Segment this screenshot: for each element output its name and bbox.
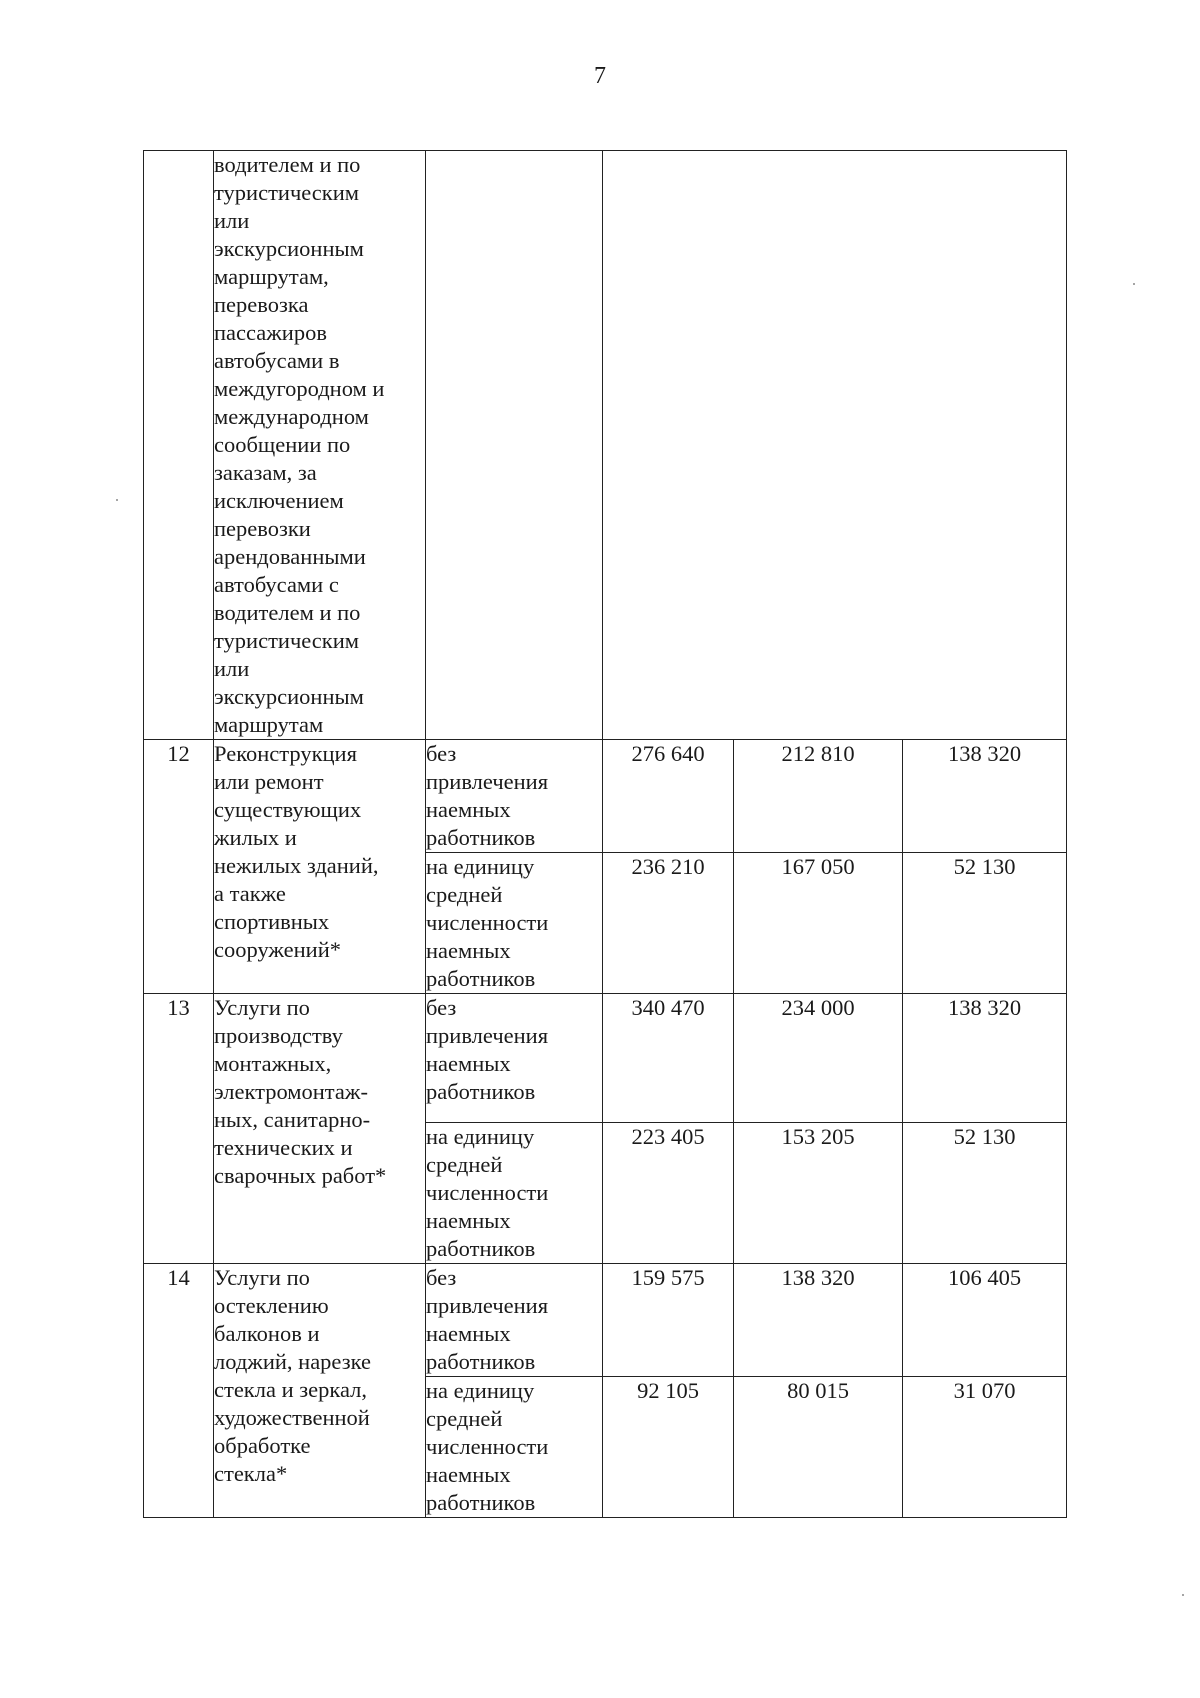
value-cell: 223 405 bbox=[603, 1123, 734, 1264]
activity-name: Реконструкция или ремонт существующих жилых и нежилых зданий, а также спортивных сооружений* bbox=[214, 740, 426, 994]
value-cell: 276 640 bbox=[603, 740, 734, 853]
value-cell: 167 050 bbox=[734, 853, 903, 994]
value-cell: 234 000 bbox=[734, 994, 903, 1123]
row-number: 12 bbox=[144, 740, 214, 994]
condition-cell: на единицу средней численности наемных работников bbox=[426, 1377, 603, 1518]
value-cell: 80 015 bbox=[734, 1377, 903, 1518]
value-cell: 52 130 bbox=[903, 853, 1067, 994]
row-number: 14 bbox=[144, 1264, 214, 1518]
scan-speck bbox=[1182, 1594, 1184, 1596]
table-row bbox=[144, 740, 1067, 853]
value-cell: 159 575 bbox=[603, 1264, 734, 1377]
value-cell: 31 070 bbox=[903, 1377, 1067, 1518]
scan-speck bbox=[116, 499, 118, 501]
activity-name: Услуги по остеклению балконов и лоджий, нарезке стекла и зеркал, художественной обработке стекла* bbox=[214, 1264, 426, 1518]
value-cell: 138 320 bbox=[903, 740, 1067, 853]
value-cell: 212 810 bbox=[734, 740, 903, 853]
condition-cell: без привлечения наемных работников bbox=[426, 1264, 603, 1377]
value-cell: 92 105 bbox=[603, 1377, 734, 1518]
condition-cell: без привлечения наемных работников bbox=[426, 994, 603, 1123]
cell-values-empty bbox=[603, 151, 1067, 740]
cell-condition-empty bbox=[426, 151, 603, 740]
table-row bbox=[144, 994, 1067, 1123]
condition-cell: без привлечения наемных работников bbox=[426, 740, 603, 853]
activity-name: Услуги по производству монтажных, электромонтаж- ных, санитарно- технических и сварочных работ* bbox=[214, 994, 426, 1264]
value-cell: 153 205 bbox=[734, 1123, 903, 1264]
tariff-table bbox=[143, 150, 1067, 1518]
scan-speck bbox=[1133, 283, 1135, 285]
value-cell: 340 470 bbox=[603, 994, 734, 1123]
value-cell: 52 130 bbox=[903, 1123, 1067, 1264]
table-row bbox=[144, 1264, 1067, 1377]
activity-name-continued: водителем и по туристическим или экскурсионным маршрутам, перевозка пассажиров автобусами в междугородном и международном сообщении по заказам, за исключением перевозки арендованными автобусами с водителем и по туристическим или экскурсионным маршрутам bbox=[214, 151, 426, 740]
page-number: 7 bbox=[594, 63, 606, 89]
row-number: 13 bbox=[144, 994, 214, 1264]
cell-num-empty bbox=[144, 151, 214, 740]
value-cell: 106 405 bbox=[903, 1264, 1067, 1377]
condition-cell: на единицу средней численности наемных работников bbox=[426, 1123, 603, 1264]
value-cell: 138 320 bbox=[734, 1264, 903, 1377]
continuation-row bbox=[144, 151, 1067, 740]
condition-cell: на единицу средней численности наемных работников bbox=[426, 853, 603, 994]
value-cell: 138 320 bbox=[903, 994, 1067, 1123]
value-cell: 236 210 bbox=[603, 853, 734, 994]
